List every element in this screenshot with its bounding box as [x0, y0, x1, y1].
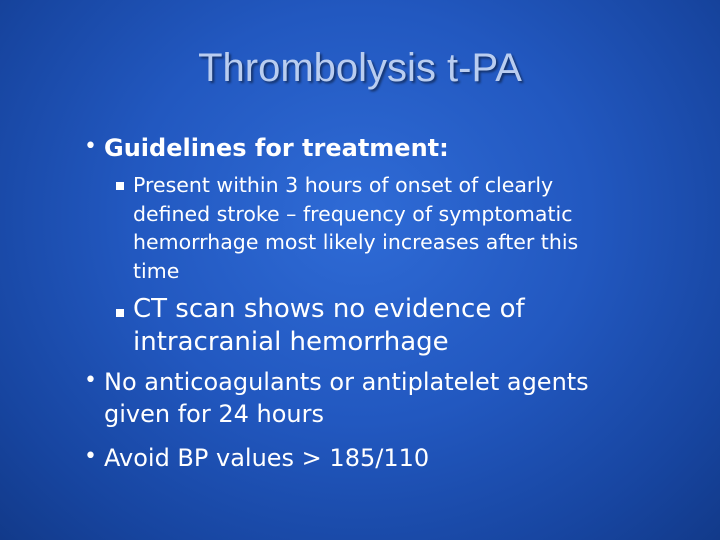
bullet-guidelines: Guidelines for treatment:	[104, 134, 449, 162]
bullet-line: hemorrhage most likely increases after this	[133, 230, 579, 254]
square-bullet-icon	[116, 309, 124, 317]
bullet-line: time	[133, 258, 180, 283]
bullet-line: CT scan shows no evidence of	[133, 294, 525, 324]
bullet-ct-scan	[133, 293, 653, 359]
round-bullet-icon: •	[84, 444, 97, 469]
bullet-no-anticoagulants	[104, 366, 704, 430]
round-bullet-icon: •	[84, 368, 97, 393]
bullet-line: defined stroke – frequency of symptomatic	[133, 201, 573, 226]
bullet-present-within	[133, 171, 693, 285]
bullet-line: given for 24 hours	[104, 400, 324, 428]
square-bullet-icon	[116, 182, 124, 190]
bullet-line: Present within 3 hours of onset of clearly	[133, 173, 554, 197]
bullet-avoid-bp: Avoid BP values > 185/110	[104, 444, 430, 472]
slide-title: Thrombolysis t-PA	[198, 46, 522, 90]
bullet-line: No anticoagulants or antiplatelet agents	[104, 368, 589, 396]
bullet-line: intracranial hemorrhage	[133, 327, 449, 357]
round-bullet-icon: •	[84, 134, 97, 159]
